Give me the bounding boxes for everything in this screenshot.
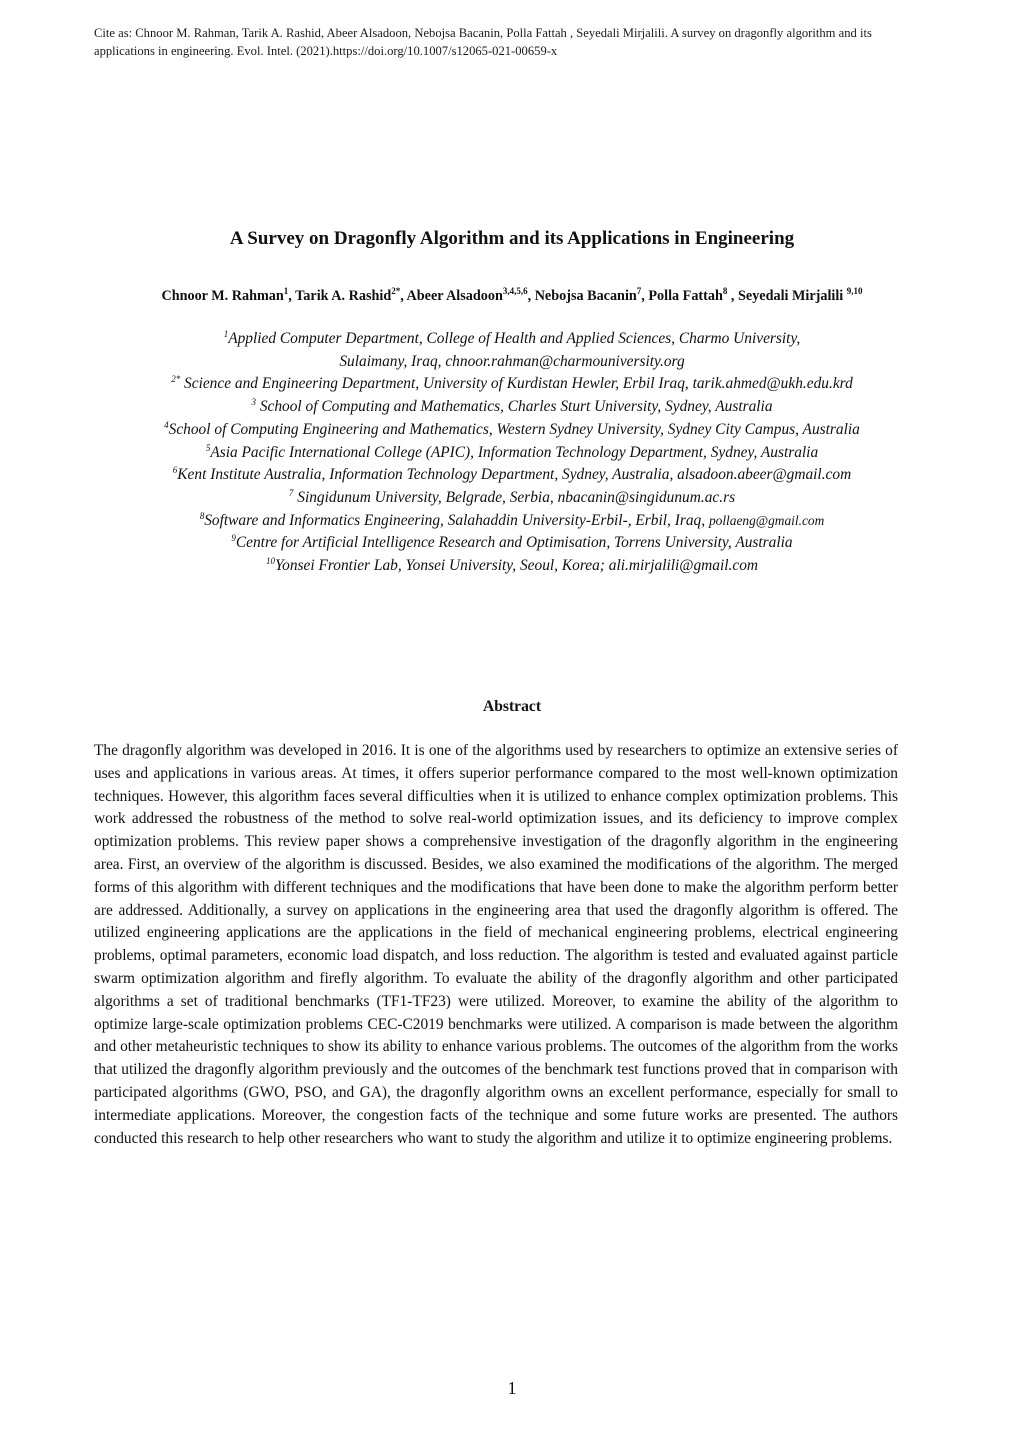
affiliation-text: School of Computing and Mathematics, Charles Sturt University, Sydney, Australia	[255, 398, 773, 416]
affiliation-text: Sulaimany, Iraq, chnoor.rahman@charmouniversity.org	[339, 352, 685, 370]
abstract-body: The dragonfly algorithm was developed in 2016. It is one of the algorithms used by researchers to optimize an extensive series of uses and applications in various areas. At times, it offers superior performance compared to the most well-known optimization techniques. However, this algorithm faces several difficulties when it is utilized to enhance complex optimization problems. This work addressed the robustness of the method to solve real-world optimization issues, and its deficiency to improve complex optimization problems. This review paper shows a comprehensive investigation of the dragonfly algorithm in the engineering area. First, an overview of the algorithm is discussed. Besides, we also examined the modifications of the algorithm. The merged forms of this algorithm with different techniques and the modifications that have been done to make the algorithm perform better are addressed. Additionally, a survey on applications in the engineering area that used the dragonfly algorithm is offered. The utilized engineering applications are the applications in the field of mechanical engineering problems, electrical engineering problems, optimal parameters, economic load dispatch, and loss reduction. The algorithm is tested and evaluated against particle swarm optimization algorithm and firefly algorithm. To evaluate the ability of the dragonfly algorithm and other participated algorithms a set of traditional benchmarks (TF1-TF23) were utilized. Moreover, to examine the ability of the algorithm to optimize large-scale optimization problems CEC-C2019 benchmarks were utilized. A comparison is made between the algorithm and other metaheuristic techniques to show its ability to enhance various problems. The outcomes of the algorithm from the works that utilized the dragonfly algorithm previously and the outcomes of the benchmark test functions proved that in comparison with participated algorithms (GWO, PSO, and GA), the dragonfly algorithm owns an excellent performance, especially for small to intermediate applications. Moreover, the congestion facts of the technique and some future works are presented. The authors conducted this research to help other researchers who want to study the algorithm and utilize it to optimize engineering problems.	[94, 742, 898, 1147]
author-name: Polla Fattah	[648, 288, 723, 304]
affiliation-sup: 2*	[171, 374, 181, 385]
author	[648, 288, 738, 304]
author-affil-sup: 2*	[391, 286, 401, 296]
author-name: Tarik A. Rashid	[295, 288, 392, 304]
affiliation-list	[90, 328, 934, 578]
affiliation-text: Software and Informatics Engineering, Salahaddin University-Erbil-, Erbil, Iraq,	[204, 511, 709, 529]
author-name: Nebojsa Bacanin	[534, 288, 637, 304]
affiliation	[90, 351, 934, 374]
affiliation-sup: 9	[231, 533, 236, 544]
affiliation-sup: 5	[205, 442, 211, 453]
affiliation-sup: 1	[223, 329, 229, 339]
affiliation-text: Applied Computer Department, College of Health and Applied Sciences, Charmo University,	[228, 330, 801, 347]
affiliation-sup: 10	[265, 556, 275, 567]
affiliation-sup: 6	[172, 465, 178, 476]
author-affil-sup: 8	[722, 286, 728, 296]
page-number: 1	[507, 1378, 517, 1398]
affiliation-text: Asia Pacific International College (APIC), Information Technology Department, Sydney, Australia	[210, 443, 819, 461]
author	[407, 288, 535, 304]
author-separator: ,	[400, 288, 407, 304]
author	[161, 288, 295, 304]
author	[738, 288, 863, 304]
affiliation	[90, 442, 934, 465]
author-separator: ,	[527, 288, 535, 304]
affiliation-text: School of Computing Engineering and Mathematics, Western Sydney University, Sydney City Campus, Australia	[168, 420, 860, 438]
author-separator: ,	[727, 288, 738, 304]
affiliation-email: pollaeng@gmail.com	[708, 512, 825, 528]
author-affil-sup: 1	[283, 286, 289, 296]
author	[295, 288, 406, 304]
affiliation	[90, 419, 934, 442]
author-affil-sup: 7	[636, 286, 642, 296]
affiliation	[90, 396, 934, 419]
affiliation-text: Centre for Artificial Intelligence Research and Optimisation, Torrens University, Australia	[235, 534, 793, 552]
affiliation	[90, 373, 934, 396]
abstract-heading: Abstract	[482, 698, 542, 715]
author-name: Abeer Alsadoon	[406, 288, 503, 304]
affiliation	[90, 555, 934, 578]
affiliation-text: Singidunum University, Belgrade, Serbia, nbacanin@singidunum.ac.rs	[293, 488, 736, 506]
affiliation	[90, 487, 934, 510]
author-name: Seyedali Mirjalili	[738, 288, 847, 304]
affiliation-sup: 7	[288, 487, 294, 498]
author-separator: ,	[288, 288, 296, 304]
affiliation-sup: 4	[164, 419, 169, 430]
affiliation-text: Science and Engineering Department, University of Kurdistan Hewler, Erbil Iraq, tarik.ahmed@ukh.edu.krd	[180, 375, 853, 393]
author-affil-sup: 9,10	[846, 286, 863, 296]
affiliation-sup: 3	[251, 397, 256, 408]
affiliation	[90, 510, 934, 533]
affiliation-text: Yonsei Frontier Lab, Yonsei University, Seoul, Korea; ali.mirjalili@gmail.com	[274, 557, 758, 575]
author-affil-sup: 3,4,5,6	[502, 286, 528, 296]
affiliation	[90, 464, 934, 487]
author-list	[0, 288, 1024, 305]
paper-title: A Survey on Dragonfly Algorithm and its Applications in Engineering	[229, 228, 795, 249]
author	[535, 288, 649, 304]
author-name: Chnoor M. Rahman	[161, 288, 284, 304]
affiliation-text: Kent Institute Australia, Information Technology Department, Sydney, Australia, alsadoon.abeer@gmail.com	[177, 466, 852, 484]
affiliation-sup: 8	[199, 510, 205, 521]
author-separator: ,	[641, 288, 649, 304]
affiliation	[90, 532, 934, 555]
citation-header: Cite as: Chnoor M. Rahman, Tarik A. Rashid, Abeer Alsadoon, Nebojsa Bacanin, Polla Fattah , Seyedali Mirjalili. A survey on dragonfly algorithm and its applications in engineering. Evol. Intel. (2021).https://doi.org/10.1007/s12065-021-00659-x	[94, 26, 872, 58]
affiliation	[90, 328, 934, 351]
